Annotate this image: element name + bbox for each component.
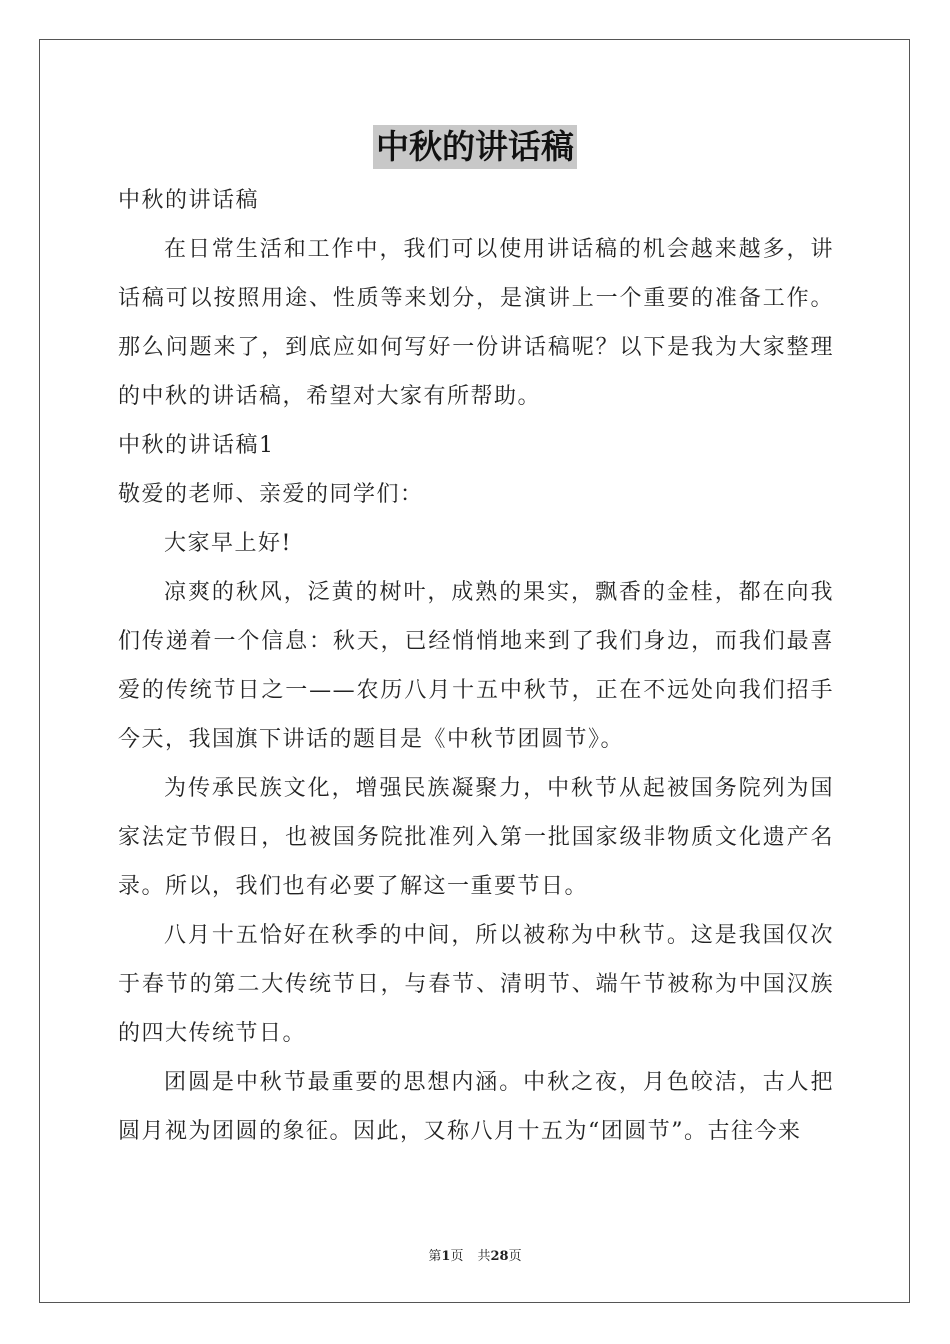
paragraph: 在日常生活和工作中，我们可以使用讲话稿的机会越来越多，讲话稿可以按照用途、性质等来划分，是演讲上一个重要的准备工作。那么问题来了，到底应如何写好一份讲话稿呢？以下是我为大家整理的中秋的讲话稿，希望对大家有所帮助。 (118, 237, 834, 409)
document-body (118, 176, 834, 1156)
total-prefix: 共 (477, 1249, 491, 1264)
document-title: 中秋的讲话稿 (373, 125, 577, 169)
paragraph: 大家早上好! (164, 531, 292, 556)
paragraph: 中秋的讲话稿 (118, 188, 260, 213)
page-suffix: 页 (450, 1249, 464, 1264)
paragraph: 敬爱的老师、亲爱的同学们： (118, 482, 424, 507)
page-number: 1 (441, 1249, 451, 1264)
total-pages: 28 (490, 1249, 509, 1264)
paragraph: 凉爽的秋风，泛黄的树叶，成熟的果实，飘香的金桂，都在向我们传递着一个信息：秋天，已经悄悄地来到了我们身边，而我们最喜爱的传统节日之一——农历八月十五中秋节，正在不远处向我们招手今天，我国旗下讲话的题目是《中秋节团圆节》。 (118, 580, 834, 752)
page-prefix: 第 (428, 1249, 442, 1264)
page-footer (0, 1245, 950, 1264)
paragraph: 八月十五恰好在秋季的中间，所以被称为中秋节。这是我国仅次于春节的第二大传统节日，与春节、清明节、端午节被称为中国汉族的四大传统节日。 (118, 923, 834, 1046)
paragraph: 为传承民族文化，增强民族凝聚力，中秋节从起被国务院列为国家法定节假日，也被国务院批准列入第一批国家级非物质文化遗产名录。所以，我们也有必要了解这一重要节日。 (118, 776, 834, 899)
paragraph: 团圆是中秋节最重要的思想内涵。中秋之夜，月色皎洁，古人把圆月视为团圆的象征。因此，又称八月十五为“团圆节”。古往今来 (118, 1070, 834, 1144)
total-suffix: 页 (508, 1249, 522, 1264)
paragraph: 中秋的讲话稿1 (118, 433, 275, 458)
title-container (0, 125, 950, 169)
